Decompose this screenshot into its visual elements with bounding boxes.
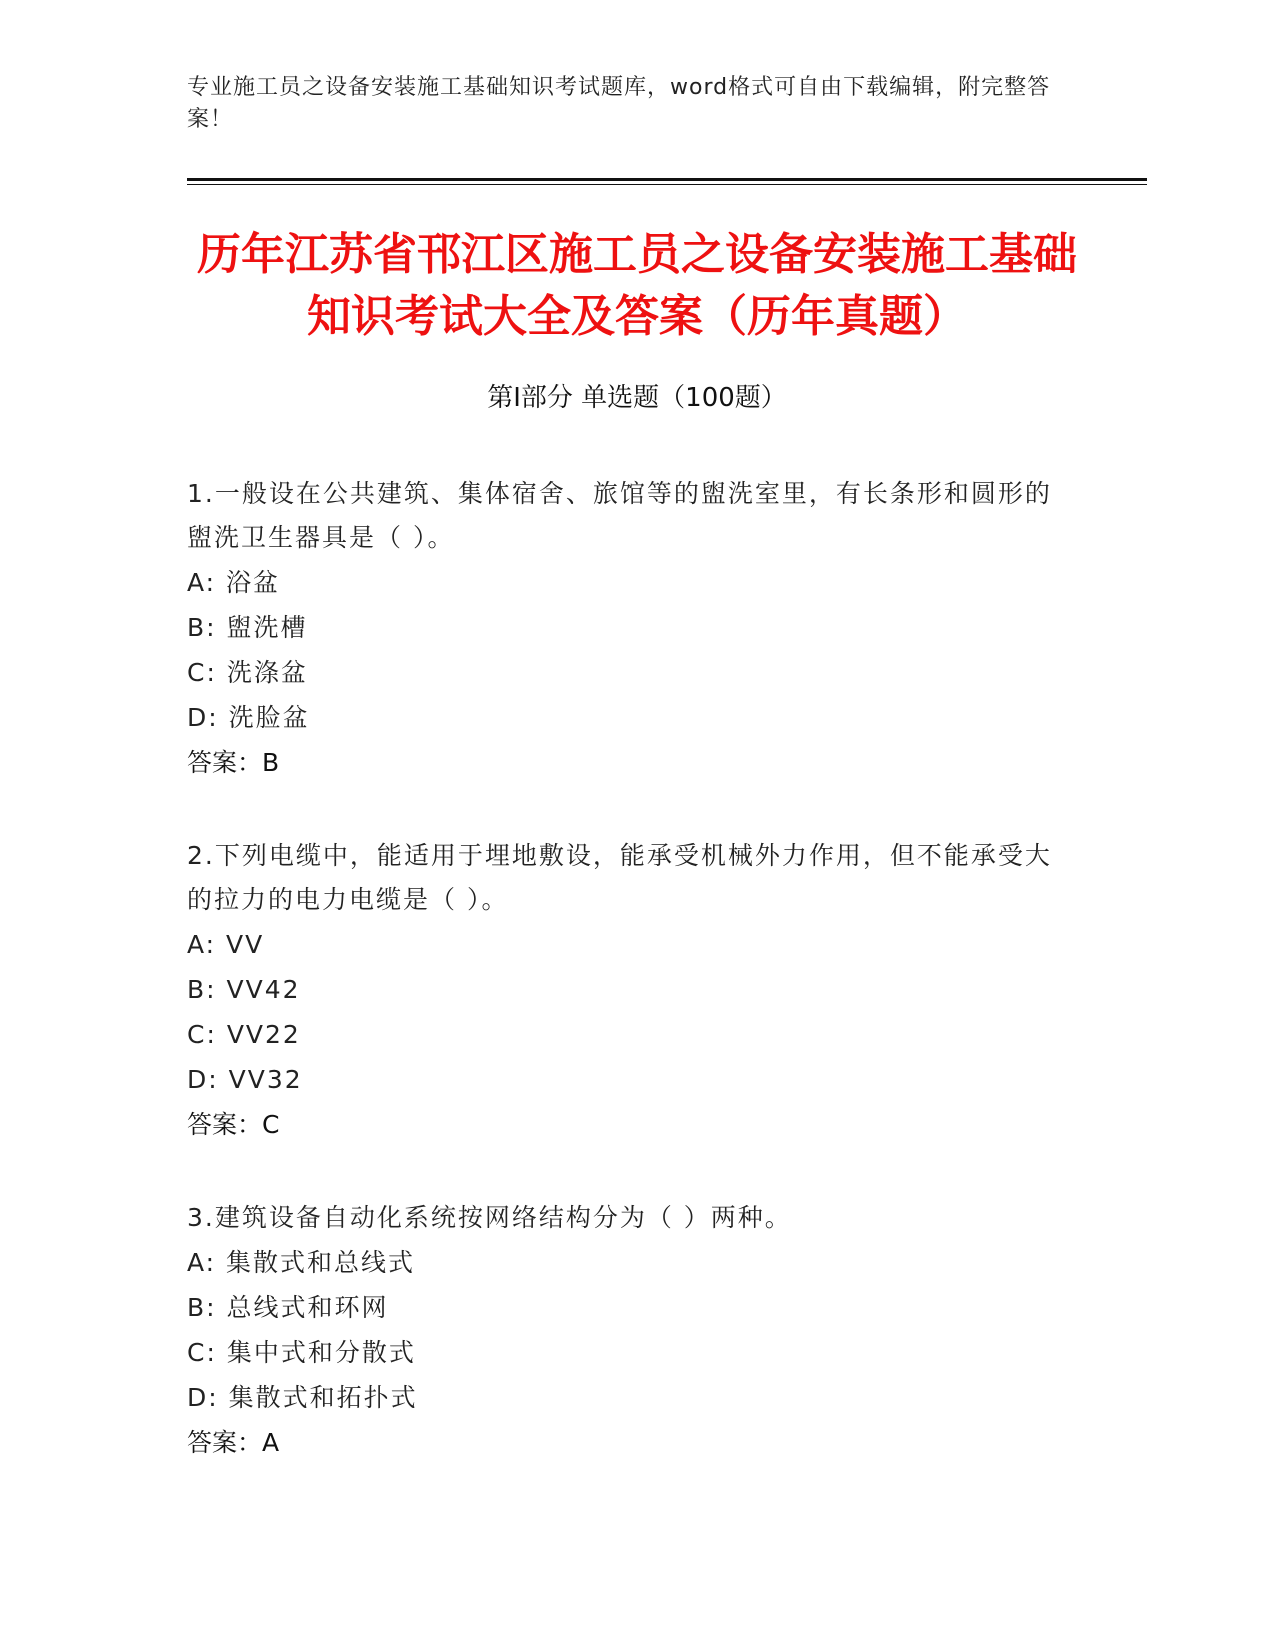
document-title: 历年江苏省邗江区施工员之设备安装施工基础知识考试大全及答案（历年真题） xyxy=(197,229,1077,342)
question-stem: 2.下列电缆中，能适用于埋地敷设，能承受机械外力作用，但不能承受大的拉力的电力电缆是（ ）。 xyxy=(187,841,1052,914)
header-note: 专业施工员之设备安装施工基础知识考试题库，word格式可自由下载编辑，附完整答案！ xyxy=(187,75,1051,132)
question-stem: 1.一般设在公共建筑、集体宿舍、旅馆等的盥洗室里，有长条形和圆形的盥洗卫生器具是（ ）。 xyxy=(187,479,1052,552)
header-rule-thin xyxy=(187,184,1147,185)
option-a: A: 集散式和总线式 xyxy=(187,1248,416,1277)
answer-line: 答案：A xyxy=(187,1428,280,1457)
question-stem: 3.建筑设备自动化系统按网络结构分为（ ）两种。 xyxy=(187,1203,792,1232)
option-d: D: 洗脸盆 xyxy=(187,703,310,732)
option-c: C: 集中式和分散式 xyxy=(187,1338,416,1367)
option-d: D: 集散式和拓扑式 xyxy=(187,1383,418,1412)
option-c: C: 洗涤盆 xyxy=(187,658,308,687)
section-heading: 第Ⅰ部分 单选题（100题） xyxy=(487,383,787,413)
header-rule-thick xyxy=(187,178,1147,181)
option-b: B: 盥洗槽 xyxy=(187,613,308,642)
option-a: A: 浴盆 xyxy=(187,568,281,597)
question-2 xyxy=(187,834,1067,1148)
answer-line: 答案：C xyxy=(187,1110,280,1139)
option-b: B: VV42 xyxy=(187,975,301,1004)
question-1 xyxy=(187,472,1067,786)
option-c: C: VV22 xyxy=(187,1020,301,1049)
answer-line: 答案：B xyxy=(187,748,280,777)
option-a: A: VV xyxy=(187,930,265,959)
option-b: B: 总线式和环网 xyxy=(187,1293,389,1322)
question-3 xyxy=(187,1196,1067,1466)
option-d: D: VV32 xyxy=(187,1065,303,1094)
